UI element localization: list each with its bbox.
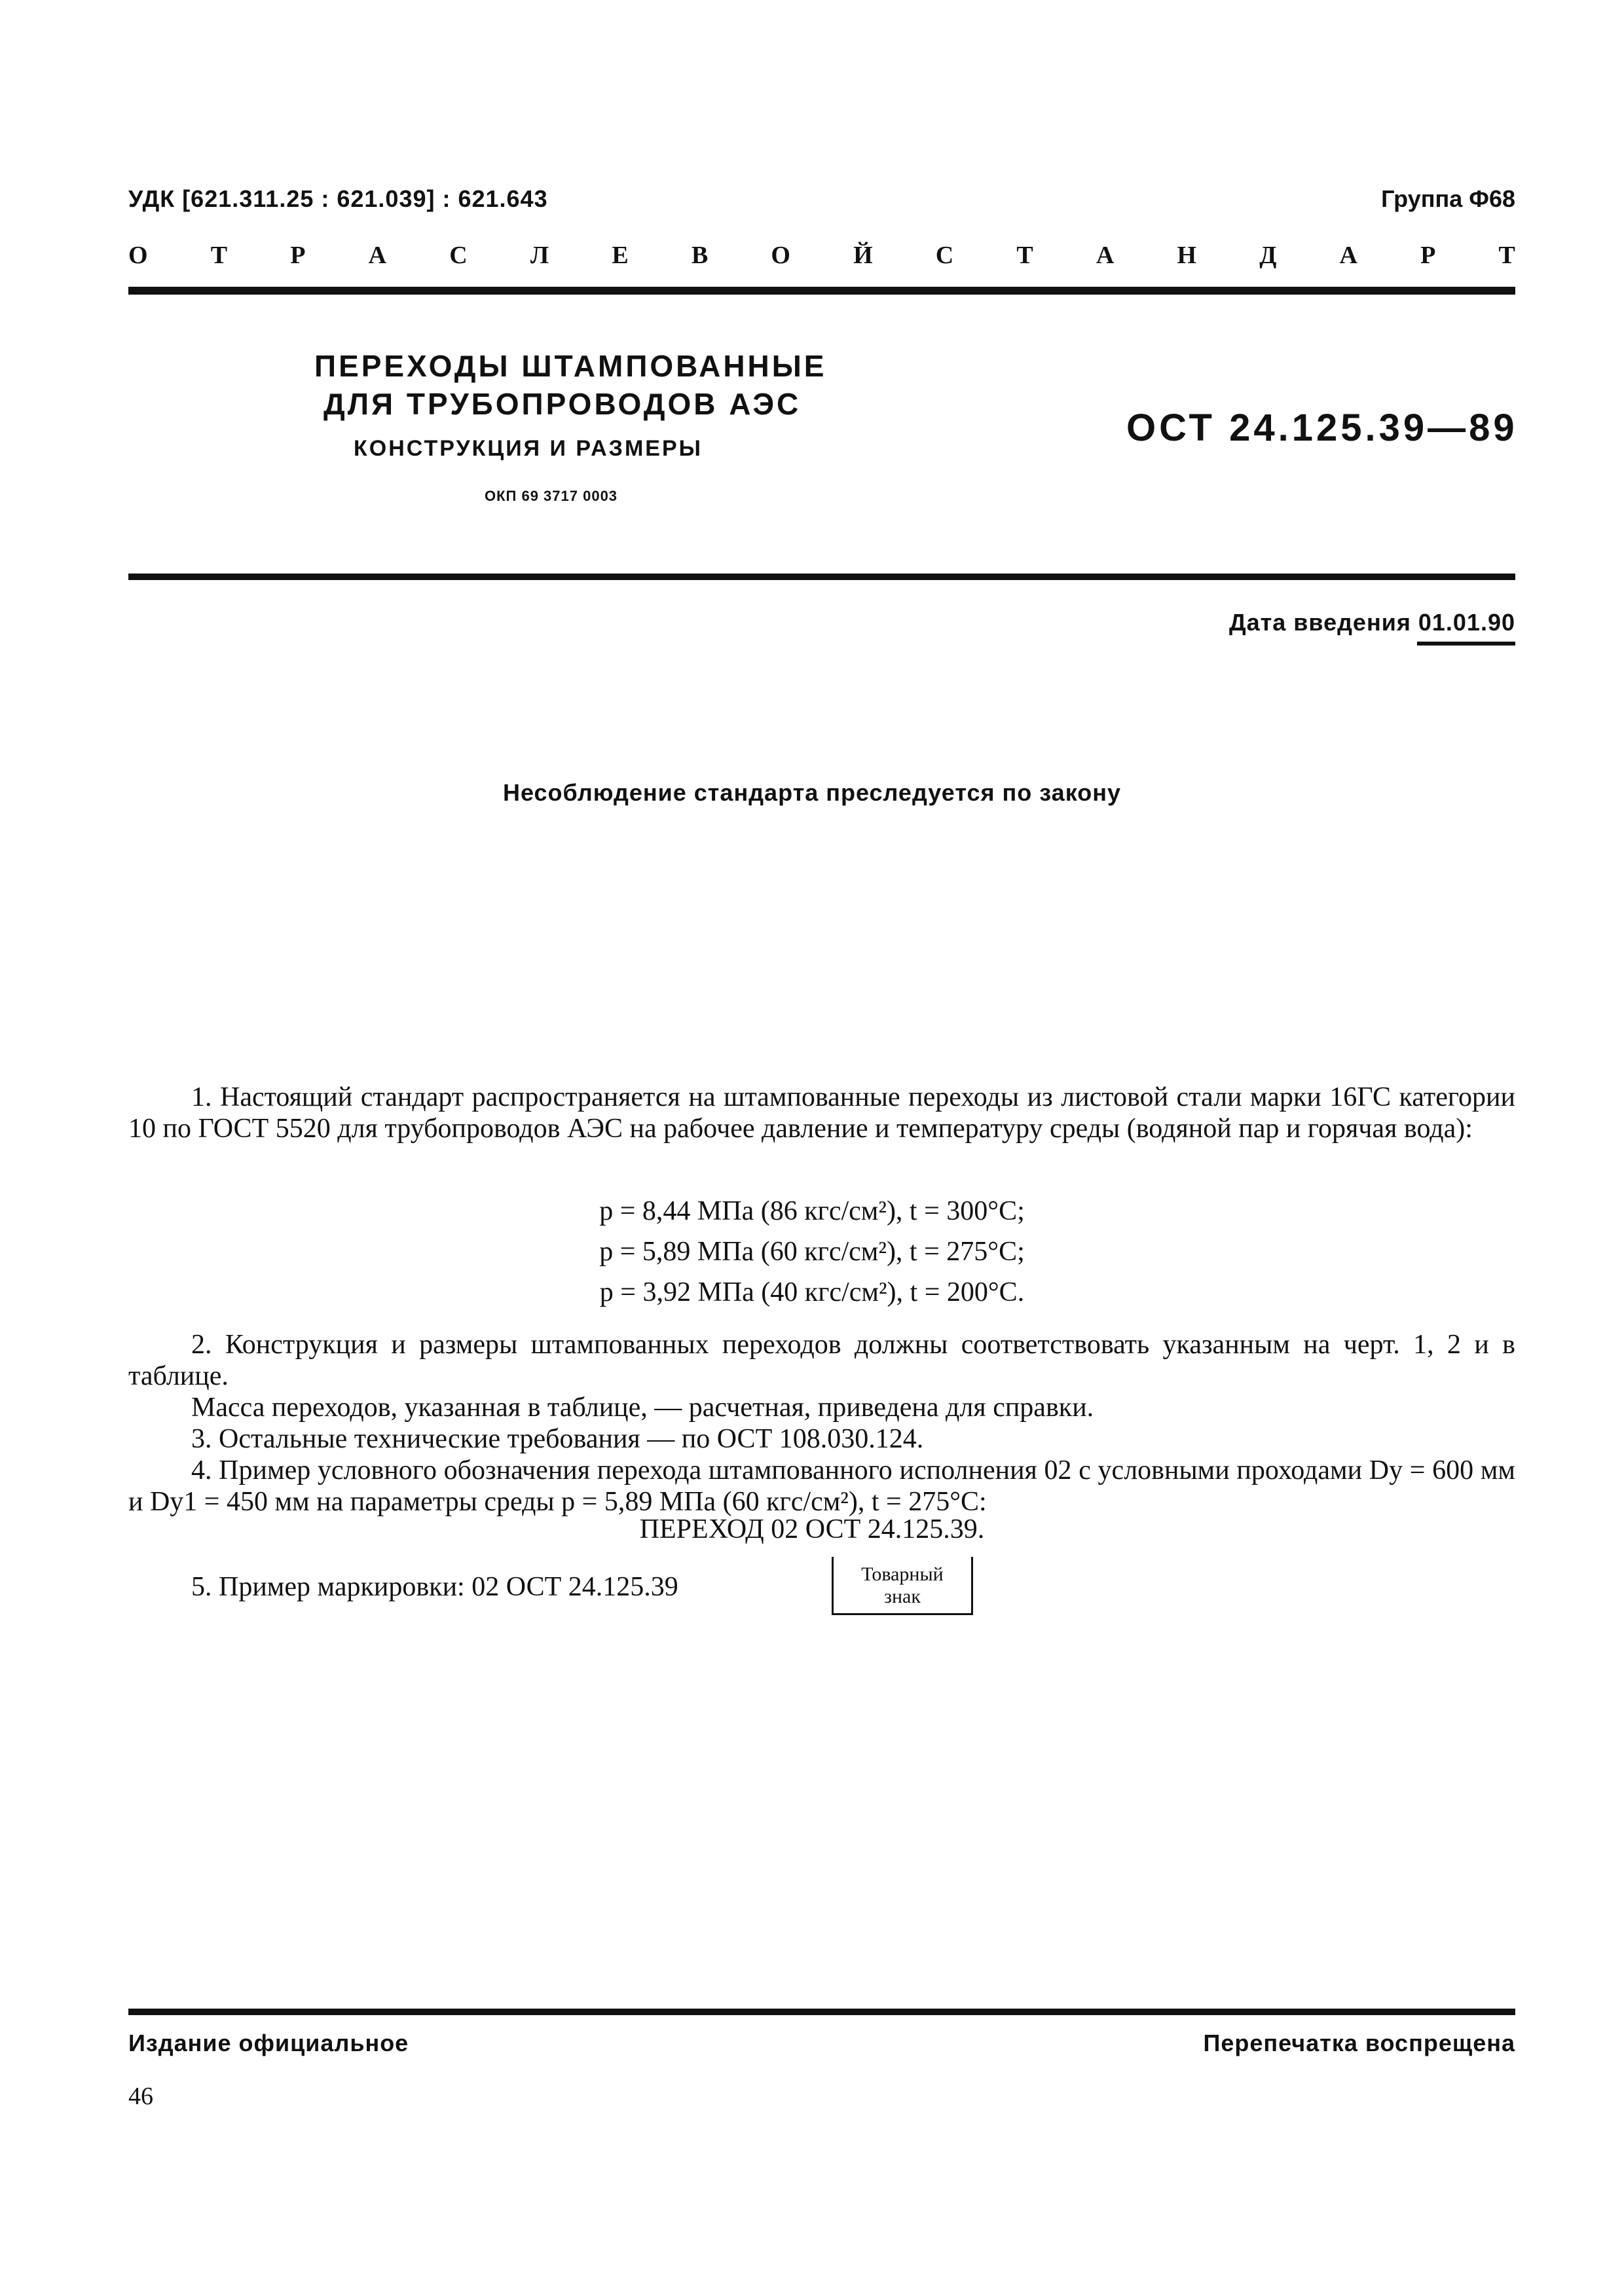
group-code: Группа Ф68	[1381, 185, 1515, 212]
footer-edition: Издание официальное	[128, 2030, 409, 2056]
title-rule	[128, 574, 1515, 580]
heading-letter: Р	[290, 242, 306, 269]
heading-letter: А	[1339, 242, 1357, 269]
heading-letter: Р	[1420, 242, 1436, 269]
heading-letter: Д	[1259, 242, 1277, 269]
footer-rule	[128, 2009, 1515, 2015]
heading-letter: А	[368, 242, 387, 269]
paragraph-1	[128, 1082, 1515, 1144]
paragraph-1-text: 1. Настоящий стандарт распространяется на штампованные переходы из листовой стали марки 16ГС категории 10 по ГОСТ 5520 для трубопроводов АЭС на рабочее давление и температуру среды (водяной пар и горячая вода):	[128, 1082, 1515, 1144]
heading-letter: Т	[1016, 242, 1033, 269]
paragraph-2-text: 2. Конструкция и размеры штампованных переходов должны соответствовать указанным на черт. 1, 2 и в таблице.	[128, 1330, 1515, 1391]
footer-reprint-notice: Перепечатка воспрещена	[1203, 2030, 1515, 2056]
heading-letter: С	[449, 242, 468, 269]
heading-letter: Й	[853, 242, 873, 269]
heading-letter: Н	[1177, 242, 1197, 269]
designation-example: ПЕРЕХОД 02 ОСТ 24.125.39.	[639, 1514, 985, 1544]
introduction-date	[1229, 609, 1515, 636]
subtitle: КОНСТРУКЦИЯ И РАЗМЕРЫ	[354, 436, 703, 461]
formula-2: p = 5,89 МПа (60 кгс/см²), t = 275°C;	[599, 1237, 1025, 1267]
heading-letter: Е	[612, 242, 629, 269]
date-underline	[1417, 642, 1515, 646]
law-notice: Несоблюдение стандарта преследуется по закону	[502, 779, 1122, 806]
heading-letter: О	[771, 242, 790, 269]
date-value: 01.01.90	[1418, 609, 1515, 636]
paragraph-2b-text: Масса переходов, указанная в таблице, — расчетная, приведена для справки.	[191, 1393, 1094, 1423]
trademark-line-2: знак	[884, 1586, 921, 1607]
trademark-box	[832, 1557, 973, 1615]
paragraph-4-text: 4. Пример условного обозначения перехода штампованного исполнения 02 с условными проходами Dy = 600 мм и Dy1 = 450 мм на параметры среды p = 5,89 МПа (60 кгс/см²), t = 275°C:	[128, 1455, 1515, 1517]
heading-letter: А	[1096, 242, 1115, 269]
heading-letter: Т	[210, 242, 228, 269]
paragraph-3-text: 3. Остальные технические требования — по ОСТ 108.030.124.	[191, 1424, 924, 1454]
title-line-1: ПЕРЕХОДЫ ШТАМПОВАННЫЕ	[314, 349, 827, 383]
formula-3: p = 3,92 МПа (40 кгс/см²), t = 200°C.	[599, 1277, 1025, 1307]
heading-letter: О	[128, 242, 148, 269]
heading-letter: Л	[530, 242, 549, 269]
title-block	[314, 347, 904, 505]
date-label: Дата введения	[1228, 609, 1411, 636]
header-rule	[128, 287, 1515, 295]
standard-type-heading	[128, 241, 1515, 270]
ost-number: ОСТ 24.125.39—89	[1126, 407, 1518, 449]
paragraph-2	[128, 1329, 1515, 1518]
heading-letter: С	[935, 242, 954, 269]
title-line-2: ДЛЯ ТРУБОПРОВОДОВ АЭС	[323, 387, 802, 421]
udk-code: УДК [621.311.25 : 621.039] : 621.643	[128, 185, 548, 212]
trademark-line-1: Товарный	[861, 1563, 944, 1585]
paragraph-5-text: 5. Пример маркировки: 02 ОСТ 24.125.39	[191, 1572, 678, 1602]
heading-letter: Т	[1498, 242, 1515, 269]
okp-code: ОКП 69 3717 0003	[485, 488, 618, 504]
formula-1: p = 8,44 МПа (86 кгс/см²), t = 300°C;	[599, 1196, 1025, 1226]
heading-letter: В	[691, 242, 709, 269]
page-number: 46	[128, 2083, 153, 2110]
